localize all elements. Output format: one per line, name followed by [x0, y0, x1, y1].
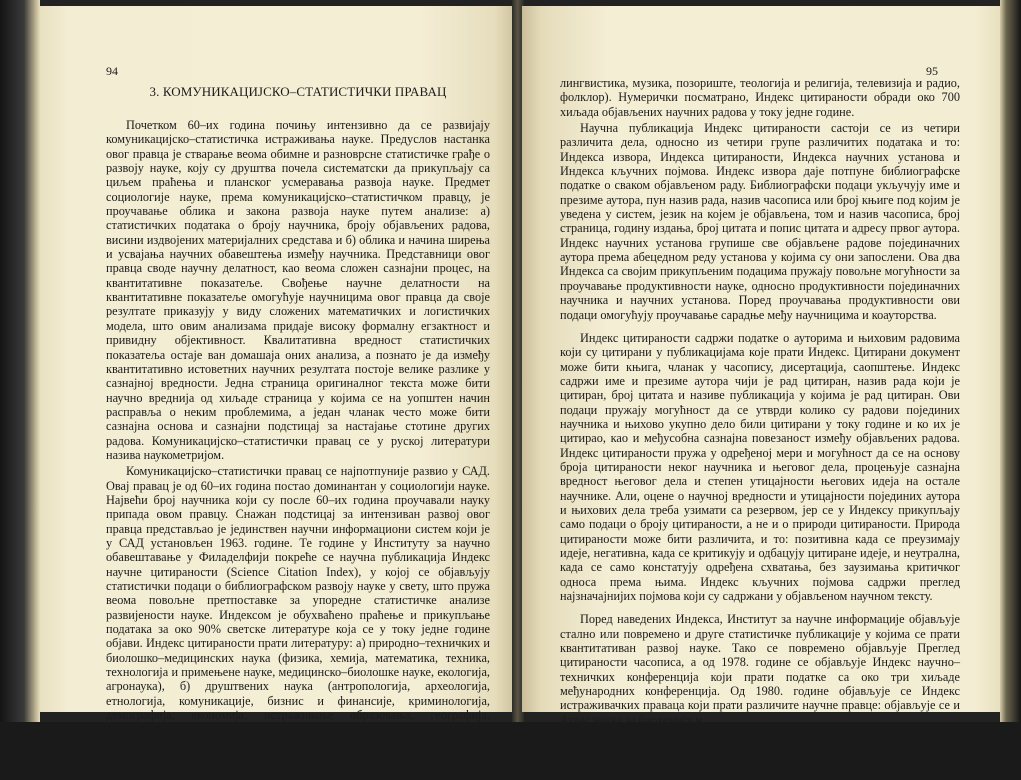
left-paragraph-1: Почетком 60–их година почињу интензивно да се развијају комуникацијско–статистичка истраживања науке. Предуслов настанка овог правца је стварање веома обимне и разноврсне статистичке грађе о развоју науке, коју су друштва почела систематски да прикупљају са циљем праћења и планског усмеравања развоја науке. Предмет социологије науке, према комуникацијско–статистичком правцу, је проучавање облика и закона развоја науке путем анализе: а) статистичких података о броју научника, броју објављених радова, висини издвојених материјалних средстава и б) облика и начина ширења и усвајања научних обавештења између научника. Представници овог правца своде научну делатност, као веома сложен сазнајни процес, на квантитативне показатеље. Свођење научне делатности на квантитативне показатеље омогућује научницима овог правца да своје резултате приказују у виду сложених математичких и логистичких модела, што овим анализама придаје високу формалну егзактност и привидну објективност. Квалитативна вредност статистичких показатеља остаје ван домашаја оних анализа, а познато је да између квантитативно истоветних научних резултата постоје велике разлике у сазнајној вредности. Једна страница оригиналног текста може бити научно вреднија од хиљаде страница у којима се на уопштен начин расправља о неким проблемима, а један чланак често може бити сазнајна основа и сазнајни подстицај за настајање стотине других радова. Комуникацијско–статистички правац се у руској литератури назива наукометријом. [106, 118, 490, 462]
section-heading: 3. КОМУНИКАЦИЈСКО–СТАТИСТИЧКИ ПРАВАЦ [149, 84, 447, 99]
right-page-body [560, 76, 960, 727]
left-paragraph-2: Комуникацијско–статистички правац се најпотпуније развио у САД. Овај правац је од 60–их година постао доминантан у социологији науке. Највећи број научника који су после 60–их година проучавали науку припада овом правцу. Снажан подстицај за интензиван развој овог правца представљао је јединствен научни информациони систем који је у САД установљен 1963. године. Те године у Институту за научно обавештавање у Филаделфији покреће се научна публикација Индекс научне цитираности (Science Citation Index), у којој се објављују статистички подаци о библиографском развоју науке у свету, што пружа веома повољне претпоставке за упоредне статистичке анализе развијености науке. Индексом је обухваћено праћење и прикупљање података за око 90% светске литературе која се у току једне године објави. Индекс цитираности прати литературу: а) природно–техничких и биолошко–медицинских наука (физика, хемија, математика, техника, технологија и примењене науке, медицинско–биолошке науке, екологија, агронаука), б) друштвених наука (антропологија, археологија, етнологија, комуникације, бизнис и финансије, криминологија, демографија, економија, истраживање образовања, географија, информатика, политичке науке, психологија и психијатрија, социологија, географија, образовање, маркетинг, планирање и развој градова и ц) хуманистичко–уметничких дисциплина (архитектура, уметност, филм, историја, филозофија, језици и [106, 464, 490, 780]
left-page [40, 6, 514, 780]
left-page-number: 94 [106, 64, 118, 78]
right-paragraph-1: лингвистика, музика, позориште, теологија и религија, телевизија и радио, фолклор). Нумерички посматрано, Индекс цитираности обради око 700 хиљада објављених научних радова у току једне године. [560, 76, 960, 119]
right-page-edge [1000, 0, 1021, 722]
left-page-body [106, 118, 490, 780]
right-page-number: 95 [926, 64, 938, 78]
right-page [522, 6, 1000, 727]
left-page-edge [0, 0, 40, 722]
right-paragraph-4: Поред наведених Индекса, Институт за научне информације објављује стално или повремено и друге статистичке публикације у којима се прати квантитативан развој науке. Тако се повремено објављује Преглед цитираности часописа, а од 1978. године се објављује Индекс научно–техничких конференција који прати податке са око три хиљаде међународних конференција. Од 1980. године објављује се Индекс истраживачких праваца који прати различите научне правце: објављује се и Атлас науке за биохемију и [560, 612, 960, 727]
right-paragraph-2: Научна публикација Индекс цитираности састоји се из четири различита дела, односно из четири групе различитих података и то: Индекса извора, Индекса цитираности, Индекса научних установа и Индекса кључних појмова. Индекс извора даје потпуне библиографске податке о сваком објављеном раду. Библиографски подаци укључују име и презиме аутора, пун назив рада, назив часописа или број књиге под којим је уведена у систем, језик на којем је објављена, том и назив часописа, број страница, годину издања, број цитата и попис цитата и адресу првог аутора. Индекс научних установа групише све објављене радове појединачних аутора према абецедном реду установа у којима су они запослени. Ова два Индекса са својим прикупљеним подацима пружају повољне могућности за проучавање продуктивности науке, односно продуктивности појединачних научника и научних установа. Поред проучавања продуктивности ови подаци омогућују проучавање сарадње међу научницима и коауторства. [560, 121, 960, 322]
right-paragraph-3: Индекс цитираности садржи податке о ауторима и њиховим радовима који су цитирани у публикацијама које прати Индекс. Цитирани документ може бити књига, чланак у часопису, дисертација, саопштење. Индекс садржи име и презиме аутора чији је рад цитиран, назив рада који је цитиран, број цитата и називе публикација у којима је рад цитиран. Ови подаци пружају могућност да се утврди колико су радови појединих научника и њихово укупно дело били цитирани у току године и ко их је цитирао, као и међусобна сазнајна повезаност између објављених радова. Индекс цитираности пружа у одређеној мери и могућност да се на основу броја цитираности неког научника и његовог дела, процењује сазнајна вредност његовог дела и степен утицајности његових идеја на остале научнике. Али, оцене о научној вредности и утицајности појединих аутора и њихових дела треба узимати са резервом, јер се у Индексу прикупљају само подаци о броју цитираности, а не и о природи цитираности. Природа цитираности може бити различита, и то: позитивна када се преузимају идеје, негативна, када се критикују и одбацују цитиране идеје, и неутрална, када се само констатују одређена схватања, без заузимања критичког односа према њима. Индекс кључних појмова садржи преглед најзначајнијих појмова који су садржани у објављеном научном тексту. [560, 330, 960, 604]
